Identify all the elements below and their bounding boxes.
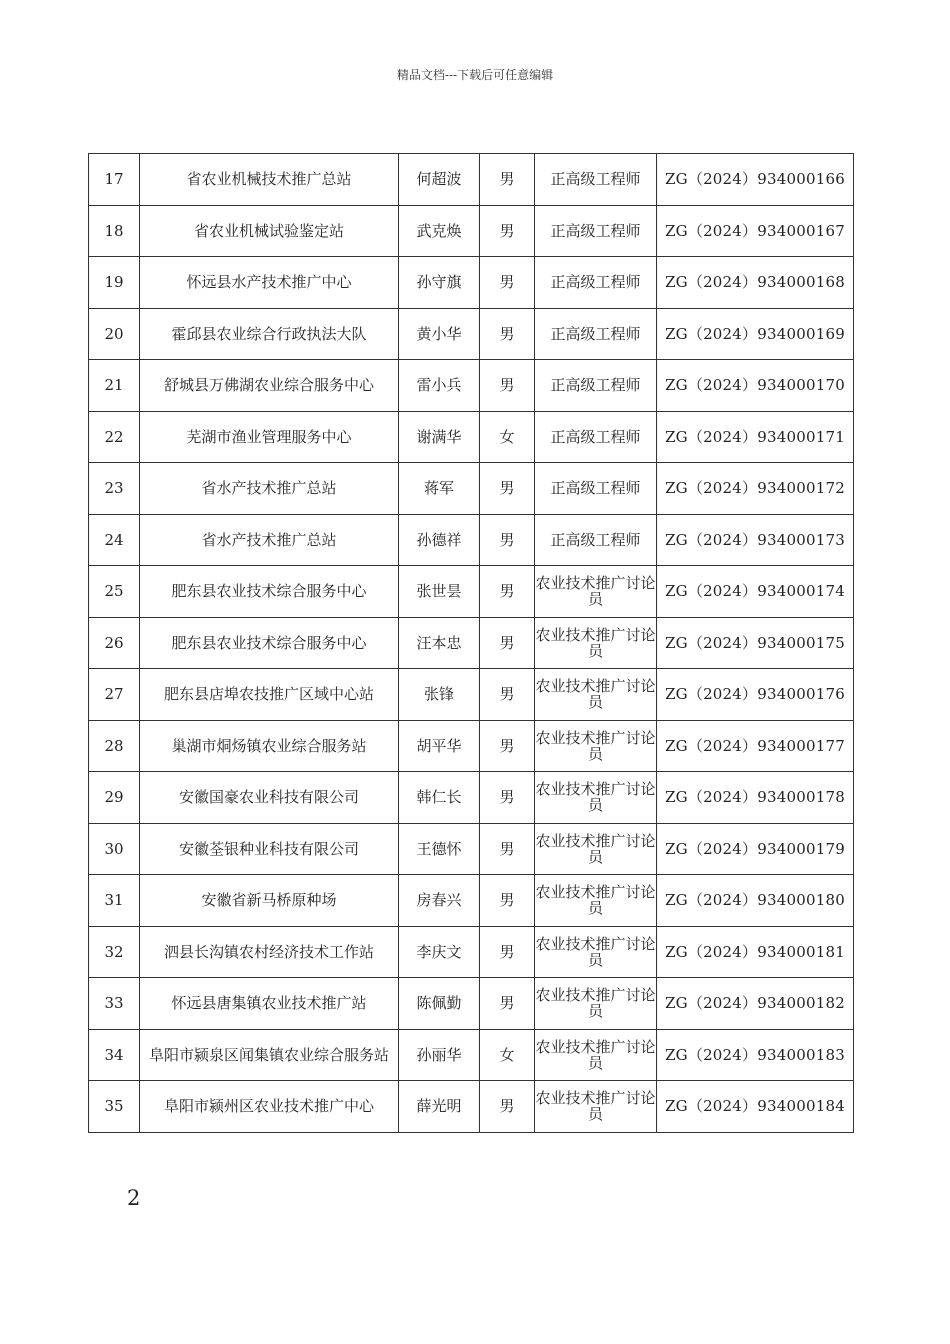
person-name-cell: 韩仁长 <box>399 772 480 824</box>
table-row <box>89 566 854 618</box>
person-name-cell: 汪本忠 <box>399 617 480 669</box>
row-number-cell: 26 <box>89 617 140 669</box>
qualification-title-cell: 农业技术推广讨论员 <box>535 617 657 669</box>
table-row <box>89 257 854 309</box>
work-unit-cell: 省水产技术推广总站 <box>140 463 399 515</box>
row-number-cell: 33 <box>89 978 140 1030</box>
gender-cell: 男 <box>480 566 535 618</box>
gender-cell: 男 <box>480 617 535 669</box>
table-row <box>89 978 854 1030</box>
table-row <box>89 772 854 824</box>
gender-cell: 男 <box>480 360 535 412</box>
work-unit-cell: 肥东县农业技术综合服务中心 <box>140 617 399 669</box>
qualification-title-cell: 农业技术推广讨论员 <box>535 875 657 927</box>
gender-cell: 男 <box>480 463 535 515</box>
row-number-cell: 17 <box>89 154 140 206</box>
gender-cell: 男 <box>480 926 535 978</box>
table-row <box>89 411 854 463</box>
qualification-title-cell: 正高级工程师 <box>535 411 657 463</box>
qualification-title-cell: 农业技术推广讨论员 <box>535 669 657 721</box>
qualification-title-cell: 正高级工程师 <box>535 308 657 360</box>
certificate-number-cell: ZG（2024）934000183 <box>657 1029 854 1081</box>
table-row <box>89 669 854 721</box>
certificate-number-cell: ZG（2024）934000174 <box>657 566 854 618</box>
work-unit-cell: 怀远县唐集镇农业技术推广站 <box>140 978 399 1030</box>
person-name-cell: 陈佩勤 <box>399 978 480 1030</box>
roster-table-body <box>89 154 854 1133</box>
page-header: 精品文档---下载后可任意编辑 <box>396 68 554 82</box>
roster-table <box>88 153 854 1133</box>
row-number-cell: 30 <box>89 823 140 875</box>
gender-cell: 女 <box>480 411 535 463</box>
person-name-cell: 王德怀 <box>399 823 480 875</box>
certificate-number-cell: ZG（2024）934000170 <box>657 360 854 412</box>
row-number-cell: 25 <box>89 566 140 618</box>
table-row <box>89 1081 854 1133</box>
gender-cell: 男 <box>480 257 535 309</box>
person-name-cell: 蒋军 <box>399 463 480 515</box>
certificate-number-cell: ZG（2024）934000167 <box>657 205 854 257</box>
work-unit-cell: 巢湖市烔炀镇农业综合服务站 <box>140 720 399 772</box>
gender-cell: 女 <box>480 1029 535 1081</box>
row-number-cell: 32 <box>89 926 140 978</box>
gender-cell: 男 <box>480 720 535 772</box>
person-name-cell: 谢满华 <box>399 411 480 463</box>
work-unit-cell: 安徽省新马桥原种场 <box>140 875 399 927</box>
qualification-title-cell: 农业技术推广讨论员 <box>535 823 657 875</box>
work-unit-cell: 霍邱县农业综合行政执法大队 <box>140 308 399 360</box>
certificate-number-cell: ZG（2024）934000184 <box>657 1081 854 1133</box>
certificate-number-cell: ZG（2024）934000168 <box>657 257 854 309</box>
row-number-cell: 31 <box>89 875 140 927</box>
qualification-title-cell: 正高级工程师 <box>535 514 657 566</box>
table-row <box>89 154 854 206</box>
qualification-title-cell: 农业技术推广讨论员 <box>535 978 657 1030</box>
qualification-title-cell: 农业技术推广讨论员 <box>535 926 657 978</box>
certificate-number-cell: ZG（2024）934000175 <box>657 617 854 669</box>
page-number: 2 <box>127 1186 141 1210</box>
row-number-cell: 20 <box>89 308 140 360</box>
certificate-number-cell: ZG（2024）934000178 <box>657 772 854 824</box>
work-unit-cell: 安徽国豪农业科技有限公司 <box>140 772 399 824</box>
row-number-cell: 18 <box>89 205 140 257</box>
certificate-number-cell: ZG（2024）934000171 <box>657 411 854 463</box>
person-name-cell: 孙丽华 <box>399 1029 480 1081</box>
certificate-number-cell: ZG（2024）934000172 <box>657 463 854 515</box>
person-name-cell: 张锋 <box>399 669 480 721</box>
qualification-title-cell: 农业技术推广讨论员 <box>535 1029 657 1081</box>
work-unit-cell: 阜阳市颍州区农业技术推广中心 <box>140 1081 399 1133</box>
certificate-number-cell: ZG（2024）934000181 <box>657 926 854 978</box>
work-unit-cell: 泗县长沟镇农村经济技术工作站 <box>140 926 399 978</box>
gender-cell: 男 <box>480 669 535 721</box>
person-name-cell: 雷小兵 <box>399 360 480 412</box>
table-row <box>89 926 854 978</box>
row-number-cell: 19 <box>89 257 140 309</box>
gender-cell: 男 <box>480 308 535 360</box>
qualification-title-cell: 正高级工程师 <box>535 360 657 412</box>
certificate-number-cell: ZG（2024）934000173 <box>657 514 854 566</box>
table-row <box>89 875 854 927</box>
gender-cell: 男 <box>480 514 535 566</box>
qualification-title-cell: 正高级工程师 <box>535 154 657 206</box>
certificate-number-cell: ZG（2024）934000180 <box>657 875 854 927</box>
person-name-cell: 房春兴 <box>399 875 480 927</box>
work-unit-cell: 阜阳市颍泉区闻集镇农业综合服务站 <box>140 1029 399 1081</box>
person-name-cell: 胡平华 <box>399 720 480 772</box>
work-unit-cell: 省农业机械试验鉴定站 <box>140 205 399 257</box>
work-unit-cell: 肥东县店埠农技推广区域中心站 <box>140 669 399 721</box>
person-name-cell: 薛光明 <box>399 1081 480 1133</box>
row-number-cell: 27 <box>89 669 140 721</box>
gender-cell: 男 <box>480 154 535 206</box>
qualification-title-cell: 农业技术推广讨论员 <box>535 720 657 772</box>
qualification-title-cell: 农业技术推广讨论员 <box>535 772 657 824</box>
certificate-number-cell: ZG（2024）934000176 <box>657 669 854 721</box>
table-row <box>89 308 854 360</box>
qualification-title-cell: 农业技术推广讨论员 <box>535 1081 657 1133</box>
table-row <box>89 514 854 566</box>
person-name-cell: 孙德祥 <box>399 514 480 566</box>
row-number-cell: 21 <box>89 360 140 412</box>
certificate-number-cell: ZG（2024）934000169 <box>657 308 854 360</box>
work-unit-cell: 安徽荃银种业科技有限公司 <box>140 823 399 875</box>
certificate-number-cell: ZG（2024）934000182 <box>657 978 854 1030</box>
work-unit-cell: 芜湖市渔业管理服务中心 <box>140 411 399 463</box>
row-number-cell: 28 <box>89 720 140 772</box>
row-number-cell: 35 <box>89 1081 140 1133</box>
row-number-cell: 22 <box>89 411 140 463</box>
table-row <box>89 823 854 875</box>
person-name-cell: 孙守旗 <box>399 257 480 309</box>
gender-cell: 男 <box>480 875 535 927</box>
work-unit-cell: 肥东县农业技术综合服务中心 <box>140 566 399 618</box>
person-name-cell: 武克焕 <box>399 205 480 257</box>
work-unit-cell: 省农业机械技术推广总站 <box>140 154 399 206</box>
work-unit-cell: 怀远县水产技术推广中心 <box>140 257 399 309</box>
person-name-cell: 张世昙 <box>399 566 480 618</box>
work-unit-cell: 舒城县万佛湖农业综合服务中心 <box>140 360 399 412</box>
qualification-title-cell: 正高级工程师 <box>535 257 657 309</box>
work-unit-cell: 省水产技术推广总站 <box>140 514 399 566</box>
gender-cell: 男 <box>480 772 535 824</box>
gender-cell: 男 <box>480 1081 535 1133</box>
person-name-cell: 黄小华 <box>399 308 480 360</box>
table-row <box>89 463 854 515</box>
gender-cell: 男 <box>480 205 535 257</box>
row-number-cell: 24 <box>89 514 140 566</box>
gender-cell: 男 <box>480 823 535 875</box>
qualification-title-cell: 正高级工程师 <box>535 205 657 257</box>
table-row <box>89 360 854 412</box>
certificate-number-cell: ZG（2024）934000166 <box>657 154 854 206</box>
table-row <box>89 205 854 257</box>
person-name-cell: 何超波 <box>399 154 480 206</box>
row-number-cell: 23 <box>89 463 140 515</box>
qualification-title-cell: 农业技术推广讨论员 <box>535 566 657 618</box>
person-name-cell: 李庆文 <box>399 926 480 978</box>
row-number-cell: 29 <box>89 772 140 824</box>
row-number-cell: 34 <box>89 1029 140 1081</box>
certificate-number-cell: ZG（2024）934000179 <box>657 823 854 875</box>
certificate-number-cell: ZG（2024）934000177 <box>657 720 854 772</box>
table-row <box>89 617 854 669</box>
table-row <box>89 720 854 772</box>
table-row <box>89 1029 854 1081</box>
gender-cell: 男 <box>480 978 535 1030</box>
qualification-title-cell: 正高级工程师 <box>535 463 657 515</box>
